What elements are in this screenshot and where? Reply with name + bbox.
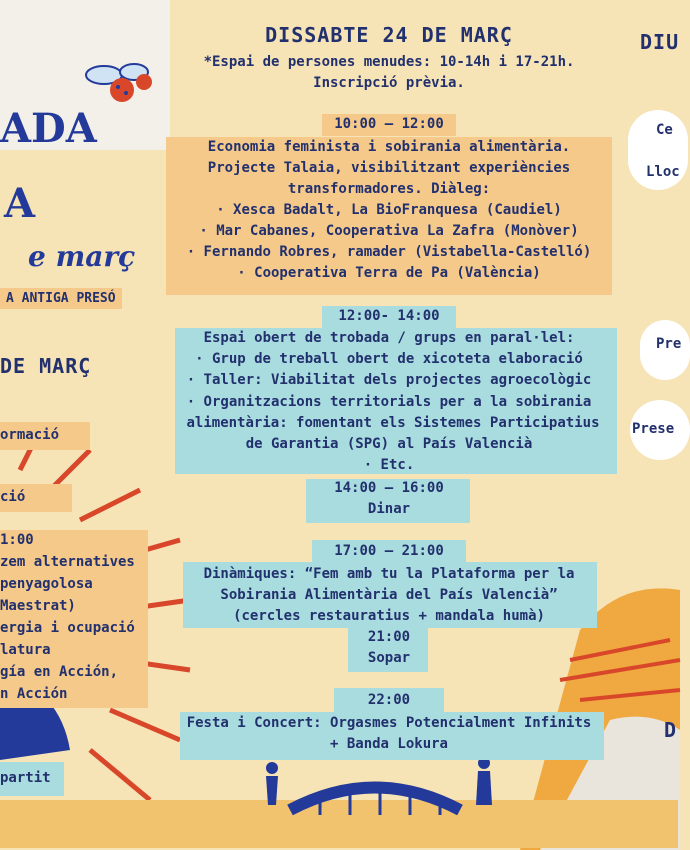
session-2-line-3: · Taller: Viabilitat dels projectes agroecològic [186, 372, 592, 388]
festival-title-part-a: ADA [0, 105, 97, 152]
session-1-line-1: Economia feminista i sobirania alimentària. [207, 139, 571, 155]
left-item-1: ormació [0, 427, 60, 443]
session-1-line-4: · Xesca Badalt, La BioFranquesa (Caudiel) [216, 202, 562, 218]
left-item-10: n Acción [0, 686, 68, 702]
session-2-line-7: · Etc. [363, 457, 415, 473]
session-1-line-2: Projecte Talaia, visibilitzant experiències [207, 160, 571, 176]
left-item-4: zem alternatives [0, 554, 135, 570]
session-6-line-2: + Banda Lokura [329, 736, 448, 752]
session-1-line-5: · Mar Cabanes, Cooperativa La Zafra (Monòver) [199, 223, 579, 239]
session-2-time: 12:00- 14:00 [338, 308, 440, 324]
right-item-4: Prese [632, 421, 675, 437]
session-1-line-7: · Cooperativa Terra de Pa (València) [237, 265, 541, 281]
kids-note-line-1: *Espai de persones menudes: 10-14h i 17-21h. [203, 54, 575, 70]
right-item-1: Ce [656, 122, 673, 138]
bridge-illustration [280, 770, 470, 840]
right-item-2: Lloc [646, 164, 680, 180]
day-title: DISSABTE 24 DE MARÇ [265, 23, 513, 47]
festival-date-script: e març [28, 240, 136, 273]
festival-title-part-b: A [4, 180, 36, 227]
left-day-title: DE MARÇ [0, 354, 92, 378]
session-1-line-6: · Fernando Robres, ramader (Vistabella-Castelló) [186, 244, 592, 260]
left-item-11: partit [0, 770, 51, 786]
left-item-7: ergia i ocupació [0, 620, 135, 636]
left-item-2: ció [0, 489, 26, 505]
session-5-line-1: Sopar [367, 650, 411, 666]
session-2-line-2: · Grup de treball obert de xicoteta elaboració [195, 351, 583, 367]
session-2-line-5: alimentària: fomentant els Sistemes Participatius [186, 415, 600, 431]
left-item-5: penyagolosa [0, 576, 93, 592]
session-1-line-3: transformadores. Diàleg: [287, 181, 491, 197]
session-2-line-4: · Organitzacions territorials per a la sobirania [186, 394, 592, 410]
session-3-line-1: Dinar [367, 501, 411, 517]
session-4-time: 17:00 – 21:00 [334, 543, 444, 559]
left-item-9: gía en Acción, [0, 664, 119, 680]
right-item-3: Pre [656, 336, 682, 352]
venue-label: A ANTIGA PRESÓ [0, 288, 122, 309]
left-item-8: latura [0, 642, 51, 658]
right-item-5: D [664, 718, 677, 742]
session-1-time: 10:00 – 12:00 [334, 116, 444, 132]
session-5-time: 21:00 [367, 629, 411, 645]
person-figure-right [472, 755, 496, 815]
session-3-time: 14:00 – 16:00 [334, 480, 444, 496]
right-day-title: DIU [640, 30, 680, 54]
session-4-line-3: (cercles restauratius + mandala humà) [233, 608, 545, 624]
left-item-3: 1:00 [0, 532, 34, 548]
session-6-line-1: Festa i Concert: Orgasmes Potencialment Infinits [186, 715, 592, 731]
kids-note-line-2: Inscripció prèvia. [313, 75, 465, 91]
session-2-line-1: Espai obert de trobada / grups en paral·lel: [203, 330, 575, 346]
session-4-line-2: Sobirania Alimentària del País Valencià” [220, 587, 558, 603]
session-2-line-6: de Garantia (SPG) al País Valencià [245, 436, 533, 452]
session-6-time: 22:00 [367, 692, 411, 708]
person-figure-left [260, 760, 284, 820]
session-4-line-1: Dinàmiques: “Fem amb tu la Plataforma per la [203, 566, 575, 582]
left-item-6: Maestrat) [0, 598, 76, 614]
